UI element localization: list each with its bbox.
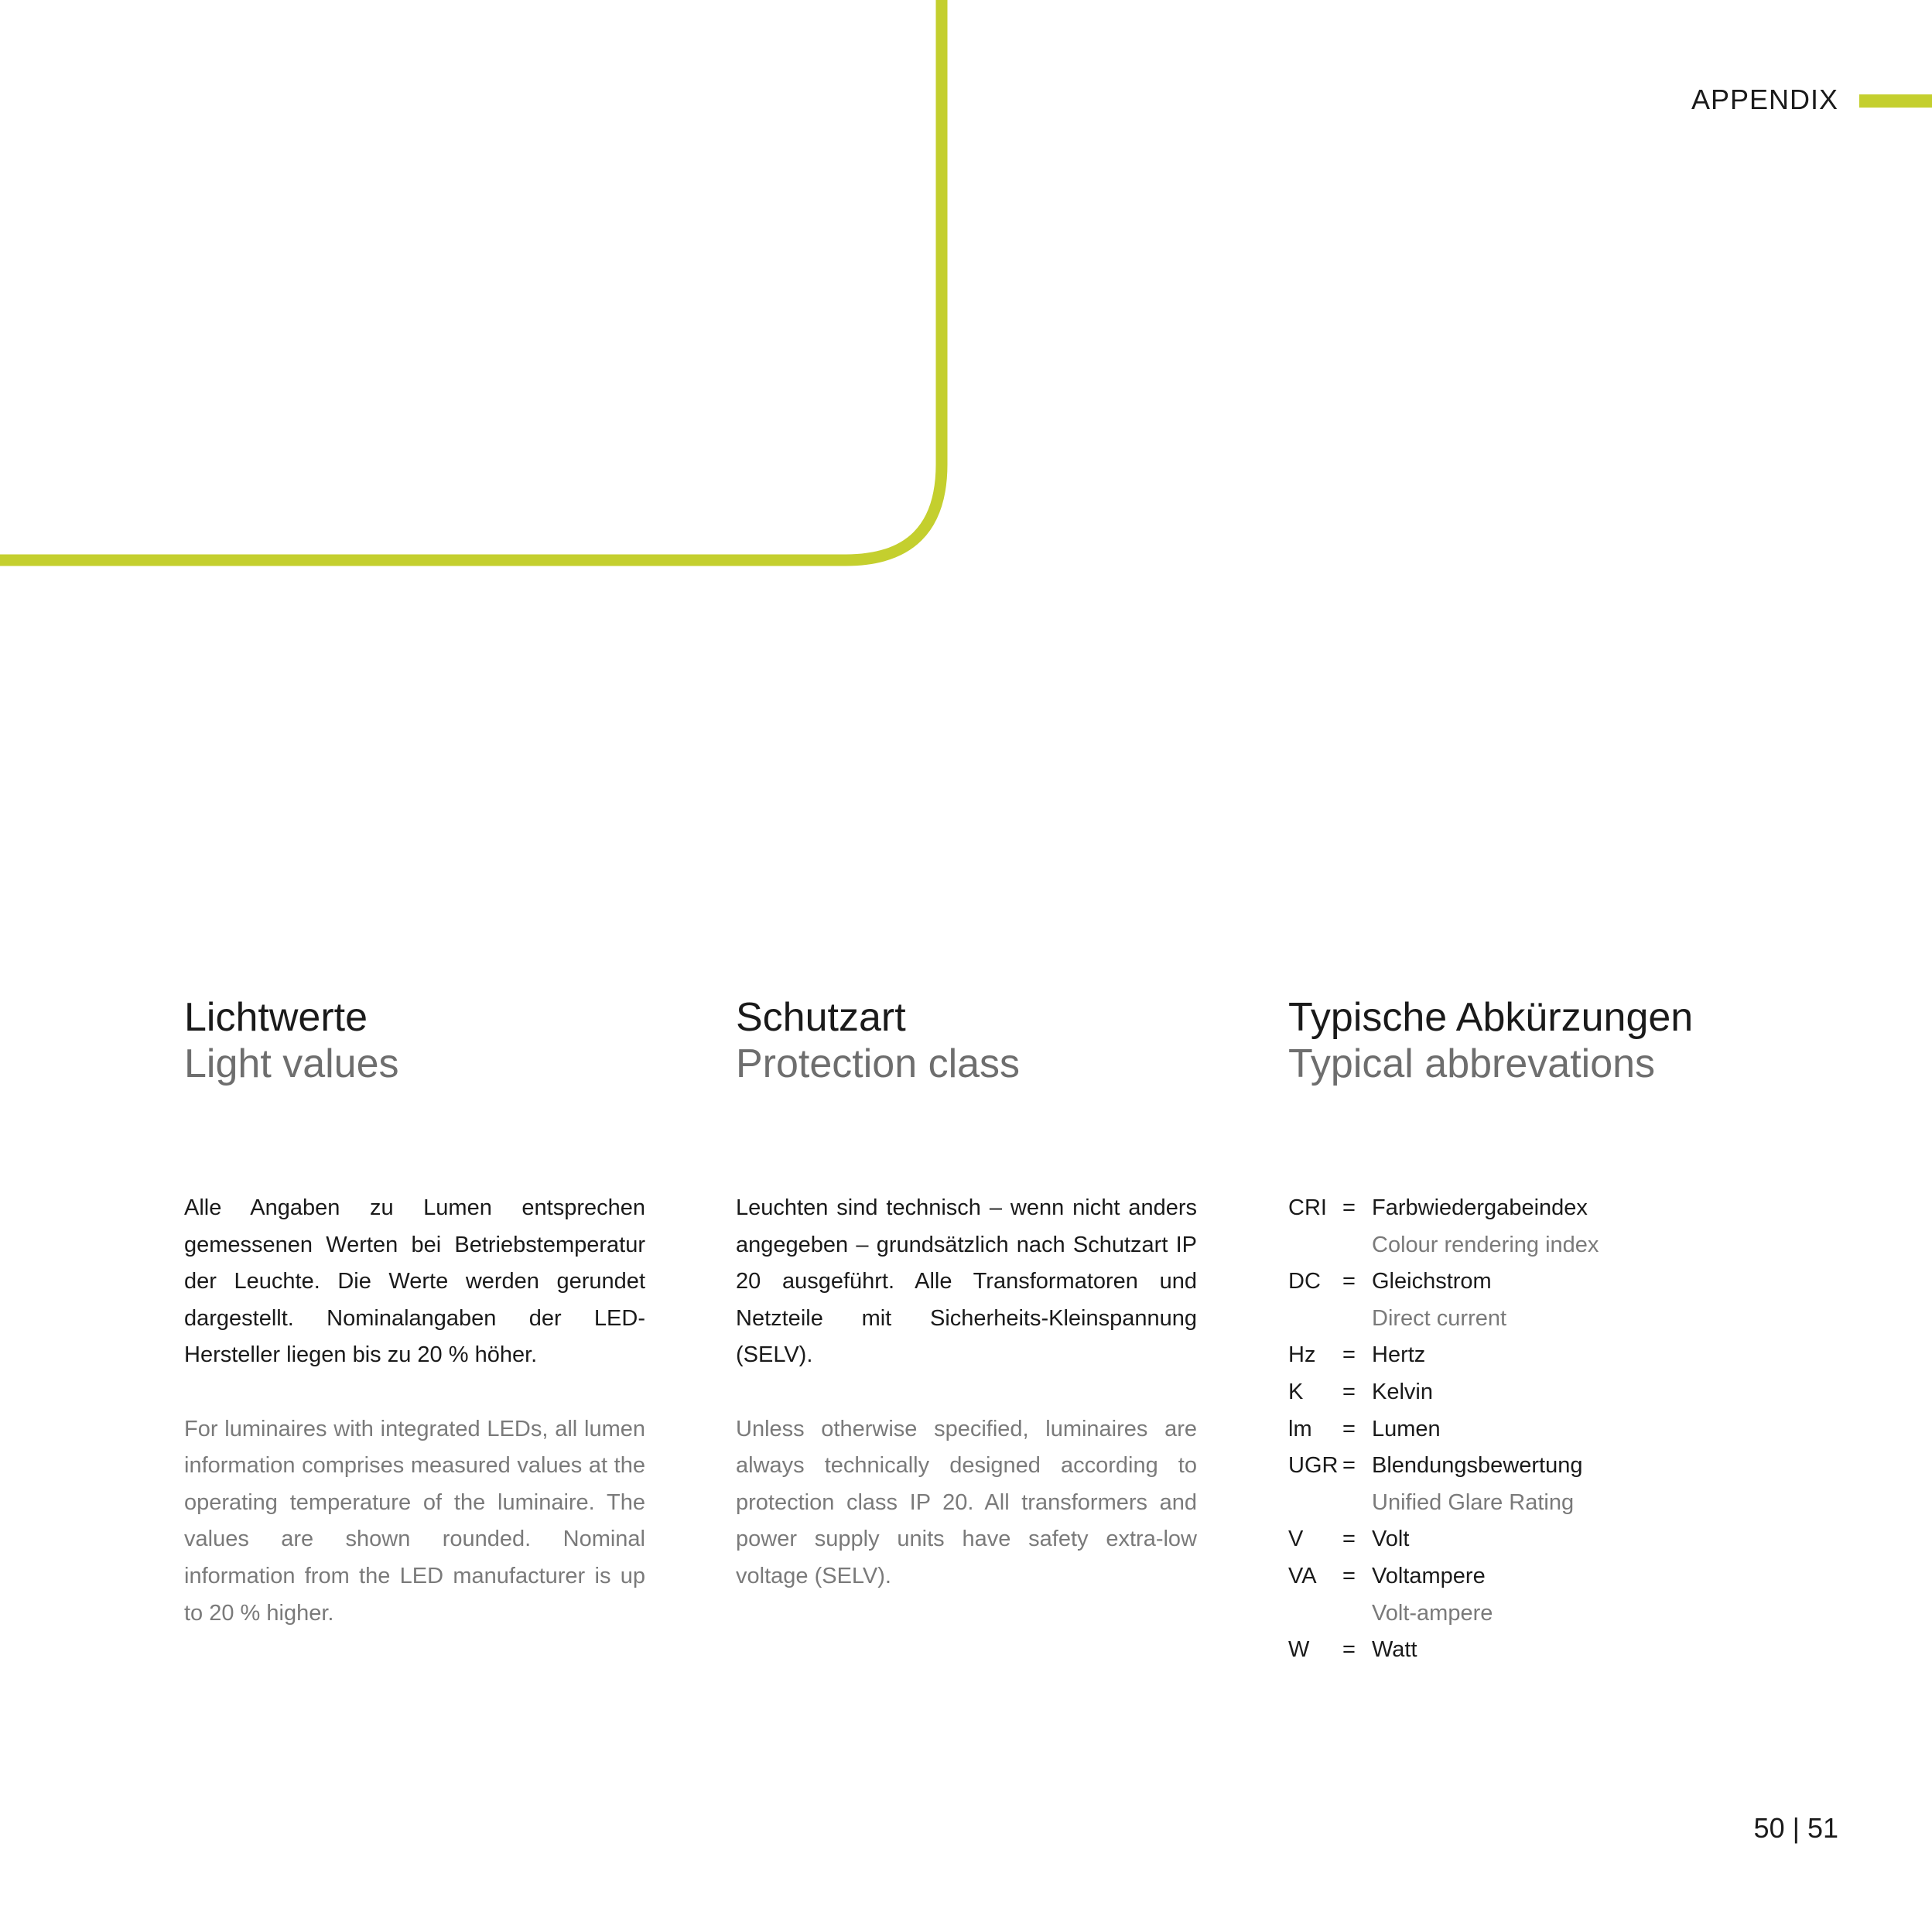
abbreviation-item bbox=[1288, 1190, 1599, 1263]
section-label: APPENDIX bbox=[1691, 84, 1838, 115]
section-title-de: Schutzart bbox=[736, 995, 906, 1040]
section-accent-bar bbox=[1859, 94, 1932, 108]
equals-sign: = bbox=[1342, 1269, 1356, 1294]
abbreviation-value-en: Unified Glare Rating bbox=[1372, 1489, 1575, 1515]
abbreviation-item bbox=[1288, 1337, 1599, 1374]
equals-sign: = bbox=[1342, 1453, 1356, 1479]
abbreviation-value-de: Watt bbox=[1372, 1637, 1417, 1663]
abbreviation-item bbox=[1288, 1374, 1599, 1411]
abbreviation-item bbox=[1288, 1632, 1599, 1669]
abbreviation-value-de: Voltampere bbox=[1372, 1563, 1486, 1588]
abbreviation-key: K bbox=[1288, 1379, 1304, 1404]
section-title-de: Typische Abkürzungen bbox=[1288, 995, 1694, 1040]
abbreviation-key: V bbox=[1288, 1527, 1304, 1552]
equals-sign: = bbox=[1342, 1563, 1356, 1588]
body-text-en: Unless otherwise specified, luminaires are always technically designed according to protection class IP 20. All transformers and power supply units have safety extra-low voltage (SELV). bbox=[736, 1416, 1197, 1588]
equals-sign: = bbox=[1342, 1379, 1356, 1404]
abbreviation-value-en: Direct current bbox=[1372, 1305, 1507, 1331]
abbreviation-key: VA bbox=[1288, 1563, 1317, 1588]
section-body bbox=[184, 1190, 645, 1632]
abbreviation-value-de: Lumen bbox=[1372, 1416, 1441, 1441]
body-text-en: For luminaires with integrated LEDs, all lumen information comprises measured values at the operating temperature of the luminaire. The values are shown rounded. Nominal information from the LED manufacturer is up to 20 % higher. bbox=[184, 1416, 645, 1626]
abbreviation-value-de: Farbwiedergabeindex bbox=[1372, 1195, 1588, 1220]
abbreviation-key: DC bbox=[1288, 1269, 1321, 1294]
decorative-frame-line bbox=[0, 0, 959, 573]
abbreviation-key: Hz bbox=[1288, 1342, 1316, 1368]
abbreviation-value-de: Blendungsbewertung bbox=[1372, 1453, 1583, 1479]
equals-sign: = bbox=[1342, 1416, 1356, 1441]
protection-class-section bbox=[736, 994, 1197, 1588]
abbreviation-value-de: Volt bbox=[1372, 1527, 1410, 1552]
equals-sign: = bbox=[1342, 1342, 1356, 1368]
abbreviation-item bbox=[1288, 1521, 1599, 1558]
abbreviation-item bbox=[1288, 1411, 1599, 1448]
abbreviation-value-en: Volt-ampere bbox=[1372, 1600, 1493, 1626]
equals-sign: = bbox=[1342, 1527, 1356, 1552]
abbreviation-value-de: Gleichstrom bbox=[1372, 1269, 1492, 1294]
abbreviation-item bbox=[1288, 1263, 1599, 1337]
section-title-en: Protection class bbox=[736, 1041, 1021, 1086]
abbreviation-value-de: Hertz bbox=[1372, 1342, 1426, 1368]
section-title-en: Light values bbox=[184, 1041, 399, 1086]
abbreviation-item bbox=[1288, 1448, 1599, 1521]
abbreviation-value-de: Kelvin bbox=[1372, 1379, 1433, 1404]
light-values-section bbox=[184, 994, 645, 1626]
body-text-de: Alle Angaben zu Lumen entsprechen gemessenen Werten bei Betriebstemperatur der Leuchte. Die Werte werden gerundet dargestellt. Nominalangaben der LED-Hersteller liegen bis zu 20 % höher. bbox=[184, 1195, 645, 1368]
abbreviations-section bbox=[1288, 994, 1830, 1663]
equals-sign: = bbox=[1342, 1195, 1356, 1220]
abbreviation-value-en: Colour rendering index bbox=[1372, 1232, 1599, 1257]
section-title-de: Lichtwerte bbox=[184, 995, 368, 1040]
abbreviation-key: CRI bbox=[1288, 1195, 1327, 1220]
section-body bbox=[736, 1190, 1197, 1595]
section-title-en: Typical abbrevations bbox=[1288, 1041, 1656, 1086]
page-number: 50 | 51 bbox=[1753, 1812, 1838, 1844]
body-text-de: Leuchten sind technisch – wenn nicht anders angegeben – grundsätzlich nach Schutzart IP 20 ausgeführt. Alle Transformatoren und Netzteile mit Sicherheits-Kleinspannung (SELV). bbox=[736, 1195, 1197, 1368]
abbreviation-list bbox=[1288, 1190, 1599, 1669]
abbreviation-key: UGR bbox=[1288, 1453, 1339, 1479]
abbreviation-item bbox=[1288, 1558, 1599, 1632]
abbreviation-key: lm bbox=[1288, 1416, 1312, 1441]
equals-sign: = bbox=[1342, 1637, 1356, 1663]
abbreviation-key: W bbox=[1288, 1637, 1310, 1663]
